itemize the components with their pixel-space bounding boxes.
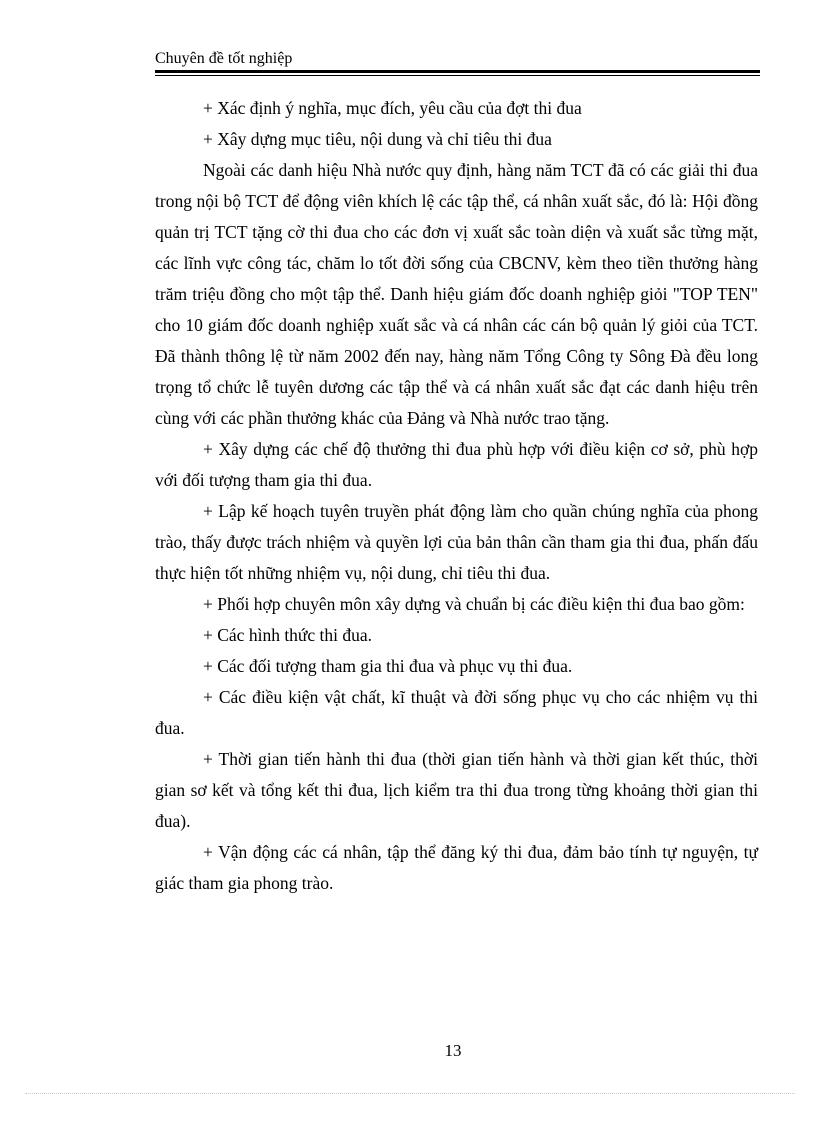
paragraph-registration: + Vận động các cá nhân, tập thể đăng ký thi đua, đảm bảo tính tự nguyện, tự giác tham gia phong trào.: [155, 842, 758, 893]
page-number: 13: [444, 1041, 462, 1060]
running-header: Chuyên đề tốt nghiệp: [155, 50, 293, 67]
paragraph-forms: + Các hình thức thi đua.: [203, 625, 373, 645]
paragraph-goals: + Xây dựng mục tiêu, nội dung và chỉ tiêu thi đua: [203, 129, 552, 149]
paragraph-timeline: + Thời gian tiến hành thi đua (thời gian tiến hành và thời gian kết thúc, thời gian sơ kết và tổng kết thi đua, lịch kiểm tra thi đua trong từng khoảng thời gian thi đua).: [155, 749, 758, 831]
body-text: [155, 93, 758, 899]
header-rule-thin: [155, 75, 760, 76]
paragraph-reward-regime: + Xây dựng các chế độ thưởng thi đua phù hợp với điều kiện cơ sở, phù hợp với đối tượng tham gia thi đua.: [155, 439, 758, 490]
paragraph-conditions: + Các điều kiện vật chất, kĩ thuật và đời sống phục vụ cho các nhiệm vụ thi đua.: [155, 687, 758, 738]
paragraph-purpose: + Xác định ý nghĩa, mục đích, yêu cầu của đợt thi đua: [203, 98, 582, 118]
header-rule-thick: [155, 70, 760, 73]
paragraph-coordination: + Phối hợp chuyên môn xây dựng và chuẩn bị các điều kiện thi đua bao gồm:: [203, 594, 745, 614]
paragraph-propaganda-plan: + Lập kế hoạch tuyên truyền phát động làm cho quần chúng nghĩa của phong trào, thấy được trách nhiệm và quyền lợi của bản thân cần tham gia thi đua, phấn đấu thực hiện tốt những nhiệm vụ, nội dung, chỉ tiêu thi đua.: [155, 501, 758, 583]
paragraph-participants: + Các đối tượng tham gia thi đua và phục vụ thi đua.: [203, 656, 573, 676]
page-bottom-divider: [25, 1093, 795, 1094]
paragraph-awards: Ngoài các danh hiệu Nhà nước quy định, hàng năm TCT đã có các giải thi đua trong nội bộ TCT để động viên khích lệ các tập thể, cá nhân xuất sắc, đó là: Hội đồng quản trị TCT tặng cờ thi đua cho các đơn vị xuất sắc toàn diện và xuất sắc từng mặt, các lĩnh vực công tác, chăm lo tốt đời sống của CBCNV, kèm theo tiền thưởng hàng trăm triệu đồng cho một tập thể. Danh hiệu giám đốc doanh nghiệp giỏi "TOP TEN" cho 10 giám đốc doanh nghiệp xuất sắc và cá nhân các cán bộ quản lý giỏi của TCT. Đã thành thông lệ từ năm 2002 đến nay, hàng năm Tổng Công ty Sông Đà đều long trọng tổ chức lễ tuyên dương các tập thể và cá nhân xuất sắc đạt các danh hiệu trên cùng với các phần thưởng khác của Đảng và Nhà nước trao tặng.: [155, 160, 758, 428]
